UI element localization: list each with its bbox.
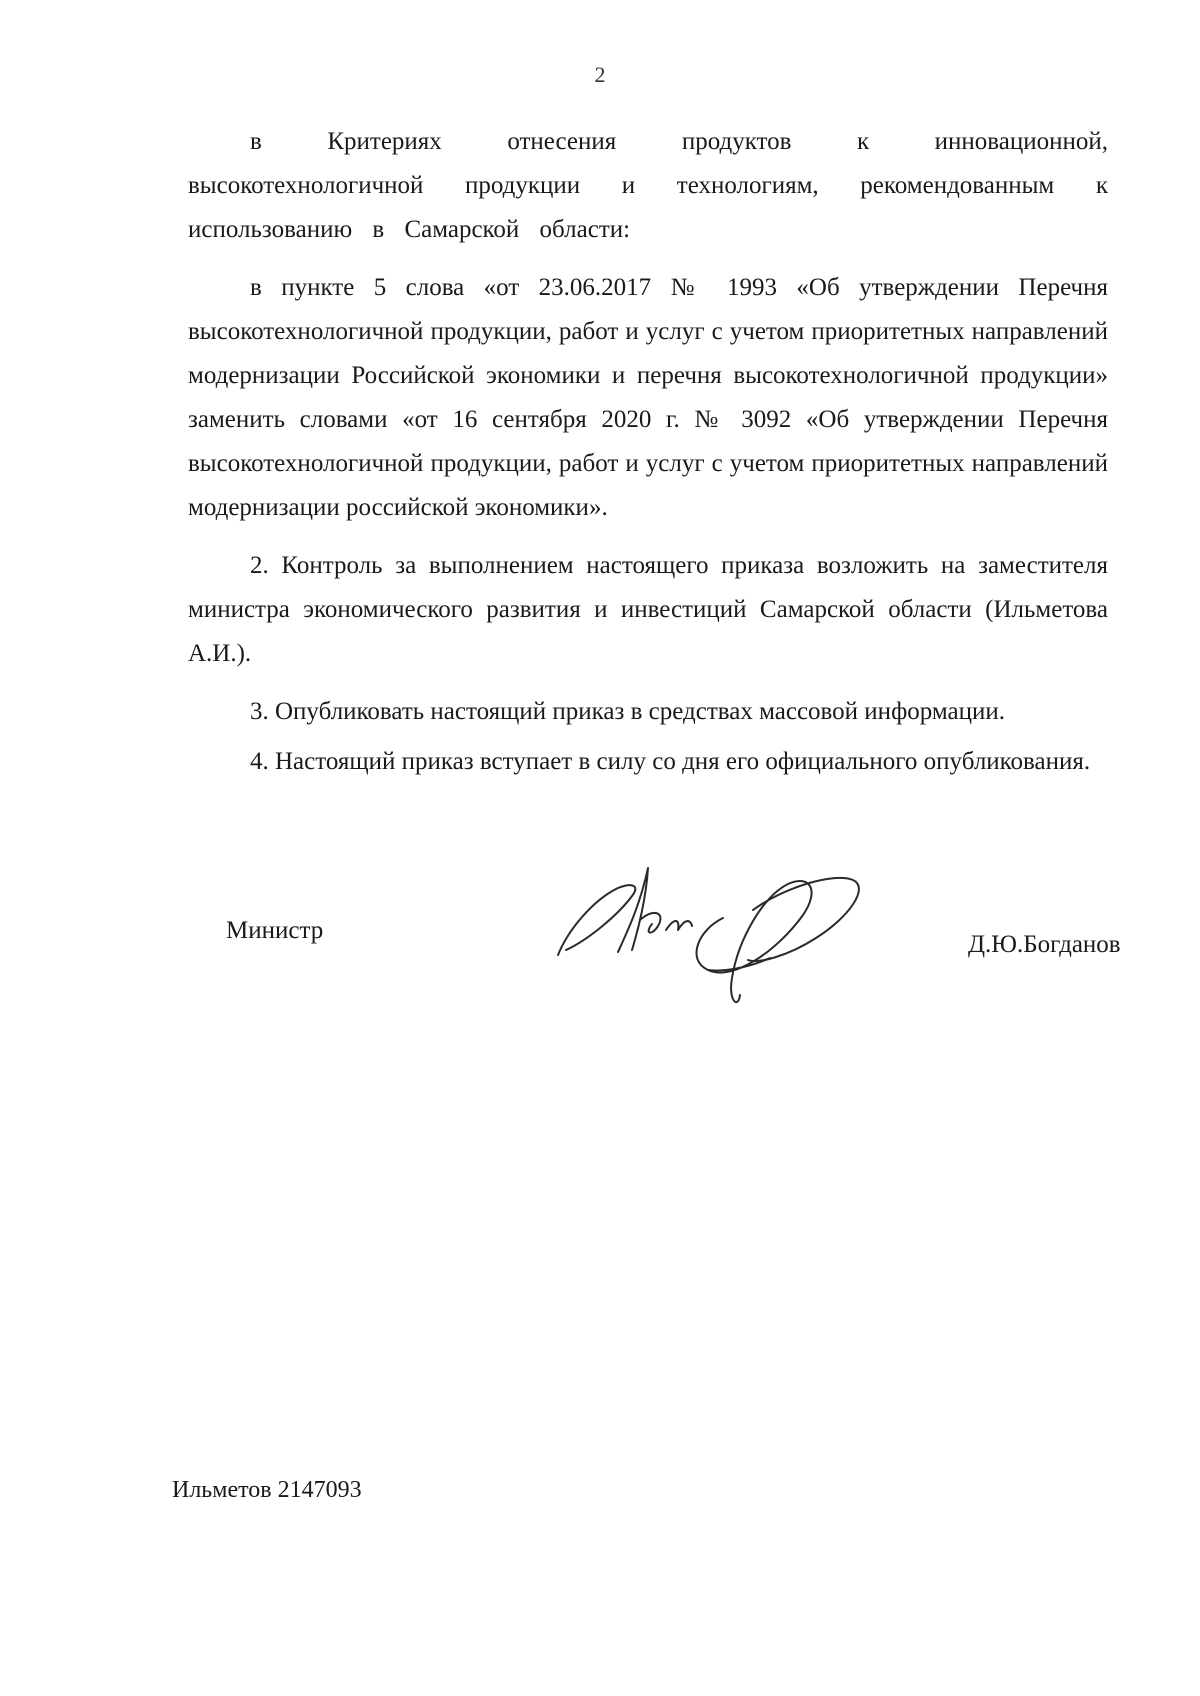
paragraph-amendment: в пункте 5 слова «от 23.06.2017 № 1993 «Об утверждении Перечня высокотехнологичной продукции, работ и услуг с учетом приоритетных направлений модернизации Российской экономики и перечня высокотехнологичной продукции» заменить словами «от 16 сентября 2020 г. № 3092 «Об утверждении Перечня высокотехнологичной продукции, работ и услуг с учетом приоритетных направлений модернизации российской экономики».	[188, 274, 1108, 521]
executor-note: Ильметов 2147093	[172, 1477, 362, 1503]
page-number: 2	[594, 62, 606, 87]
signatory-position: Министр	[226, 917, 324, 944]
paragraph-criteria-intro: в Критериях отнесения продуктов к инновационной, высокотехнологичной продукции и технологиям, рекомендованным к использованию в Самарской области:	[188, 128, 1108, 243]
paragraph-effective: 4. Настоящий приказ вступает в силу со дня его официального опубликования.	[250, 748, 1091, 775]
signatory-name: Д.Ю.Богданов	[968, 931, 1121, 958]
document-body	[188, 120, 1108, 798]
paragraph-control: 2. Контроль за выполнением настоящего приказа возложить на заместителя министра экономического развития и инвестиций Самарской области (Ильметова А.И.).	[188, 552, 1108, 667]
signature-block	[0, 860, 1200, 1010]
paragraph-publish: 3. Опубликовать настоящий приказ в средствах массовой информации.	[250, 698, 1006, 725]
handwritten-signature	[548, 860, 888, 1010]
